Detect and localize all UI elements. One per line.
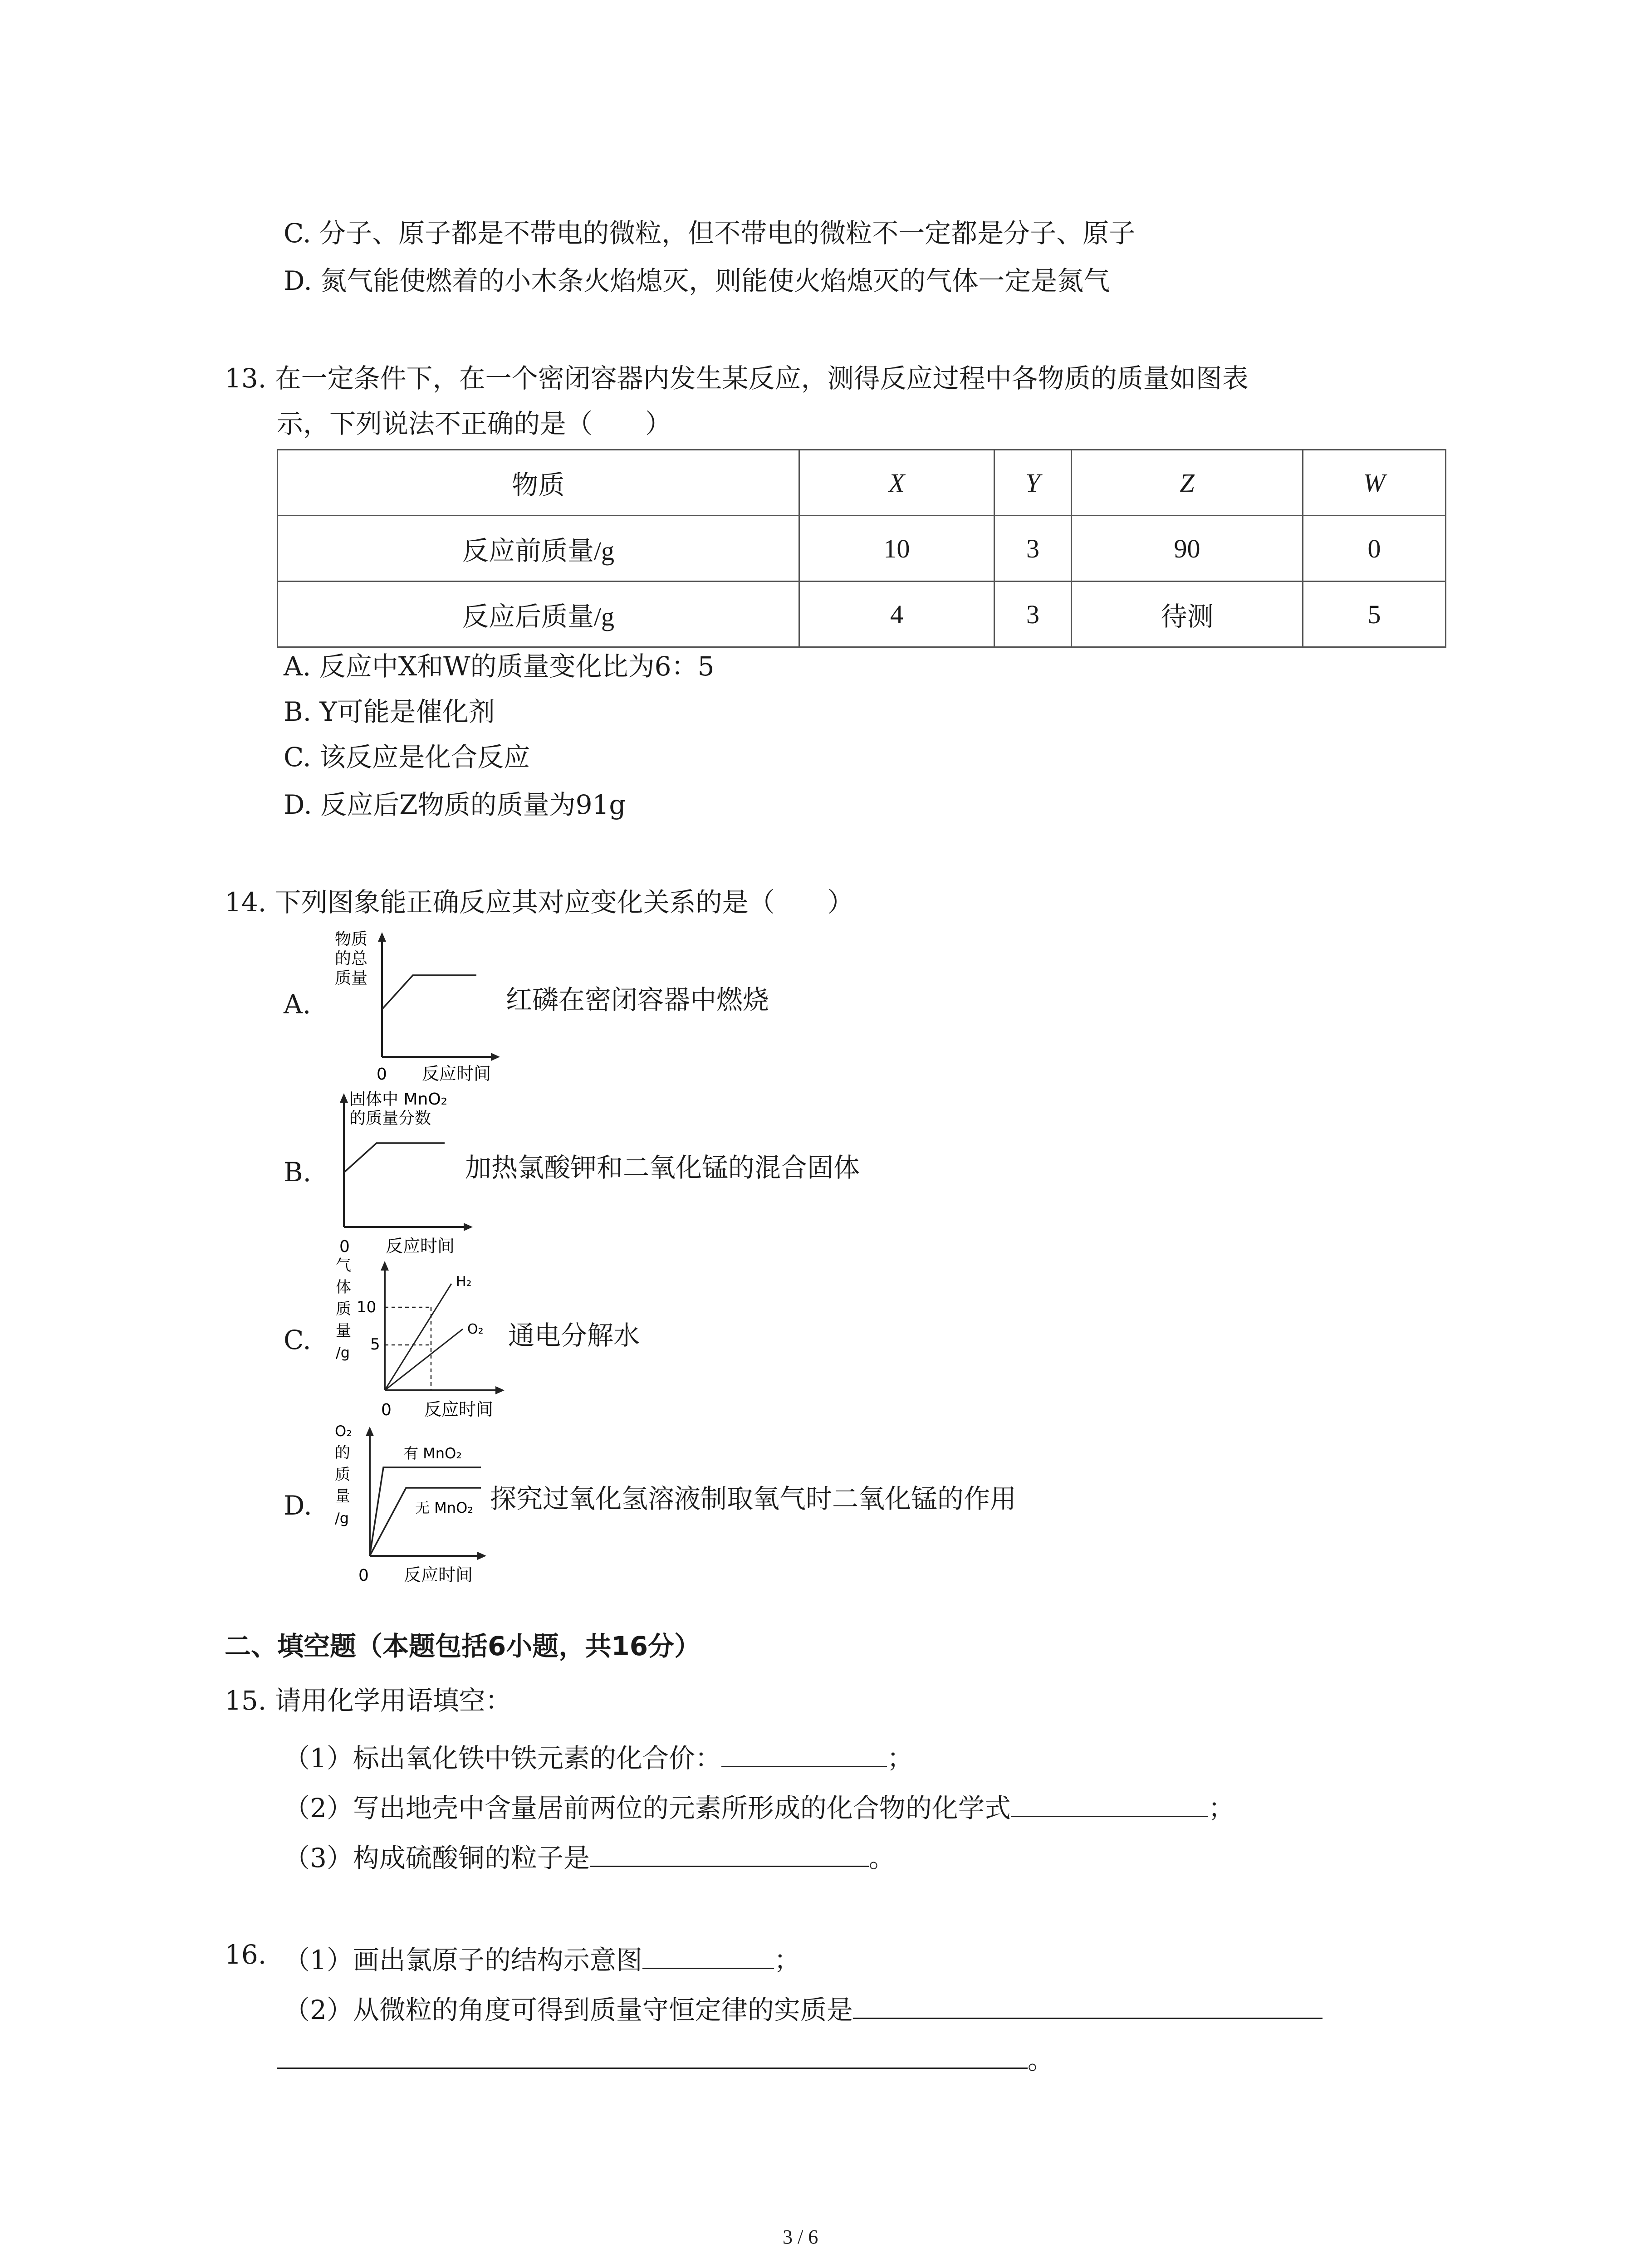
y-axis-arrow-icon [366,1427,374,1436]
graph-c-h2-label: H₂ [456,1274,472,1290]
x-axis-arrow-icon [491,1053,500,1061]
q14-option-b-desc: 加热氯酸钾和二氧化锰的混合固体 [465,1152,860,1183]
answer-blank[interactable] [590,1839,869,1867]
q16-part-1-text: （1）画出氯原子的结构示意图 [284,1945,642,1975]
table-row [278,582,1446,647]
graph-d-ylabel: 量 [335,1487,350,1505]
q13-stem-line1: 13. 在一定条件下，在一个密闭容器内发生某反应，测得反应过程中各物质的质量如图表 [225,363,1249,394]
graph-c-o2-line [385,1329,463,1390]
graph-c-ylabel: 气 [336,1256,351,1275]
q15-part-1 [284,1740,913,1774]
x-axis-arrow-icon [477,1552,486,1560]
graph-d-xlabel: 反应时间 [404,1565,473,1585]
table-cell: 5 [1303,582,1446,647]
q14-option-b-letter: B. [284,1157,312,1188]
q15-stem: 15. 请用化学用语填空： [225,1685,512,1716]
answer-blank[interactable] [721,1740,887,1767]
graph-a-origin: 0 [377,1065,387,1084]
table-cell: 反应前质量/g [278,516,799,582]
q15-part-2-end: ； [1208,1793,1234,1823]
graph-c-o2-label: O₂ [467,1321,484,1337]
graph-a-curve [382,975,476,1009]
table-header-cell: 物质 [278,450,799,516]
q14-option-c-desc: 通电分解水 [508,1320,640,1351]
q15-part-3-end: 。 [868,1843,895,1873]
q14-stem: 14. 下列图象能正确反应其对应变化关系的是（ ） [225,887,854,918]
q13-option-c: C. 该反应是化合反应 [284,742,530,772]
table-cell: 10 [799,516,994,582]
table-header-cell: W [1303,450,1446,516]
graph-c-ylabel: 体 [336,1278,351,1296]
q15-part-1-end: ； [887,1743,913,1774]
table-header-cell: Y [994,450,1072,516]
graph-b-origin: 0 [339,1237,350,1256]
graph-d-ylabel: 质 [335,1466,350,1484]
graph-b-ylabel-1: 固体中 MnO₂ [349,1090,448,1109]
graph-c-ylabel: 质 [336,1300,351,1318]
q13-option-a: A. 反应中X和W的质量变化比为6：5 [284,651,715,682]
table-row [278,516,1446,582]
q16-part-2-text: （2）从微粒的角度可得到质量守恒定律的实质是 [284,1994,853,2025]
section-2-heading: 二、填空题（本题包括6小题，共16分） [225,1631,701,1662]
q14-graph-d [331,1420,499,1592]
y-axis-arrow-icon [378,932,386,942]
graph-a-ylabel-2: 的总 [335,949,368,968]
q14-option-d-desc: 探究过氧化氢溶液制取氧气时二氧化锰的作用 [490,1483,1017,1514]
table-cell: 反应后质量/g [278,582,799,647]
q15-part-2-text: （2）写出地壳中含量居前两位的元素所形成的化合物的化学式 [284,1793,1011,1823]
graph-a-ylabel-1: 物质 [335,930,368,948]
graph-c-ylabel: /g [336,1344,350,1361]
q13-option-d: D. 反应后Z物质的质量为91g [284,789,626,820]
q15-part-3-text: （3）构成硫酸铜的粒子是 [284,1843,590,1873]
q13-mass-table [277,449,1446,648]
graph-c-h2-line [385,1284,451,1390]
graph-c-ylabel: 量 [336,1322,351,1340]
q16-number: 16. [225,1939,267,1970]
q16-part-2-end: 。 [1028,2044,1054,2075]
answer-blank[interactable] [853,1991,1323,2019]
graph-d-ylabel: /g [335,1510,349,1527]
q12-option-c: C. 分子、原子都是不带电的微粒，但不带电的微粒不一定都是分子、原子 [284,218,1136,249]
q14-graph-c [331,1254,513,1427]
q16-part-1 [284,1941,800,1973]
graph-b-xlabel: 反应时间 [386,1236,455,1256]
graph-b-curve [344,1143,445,1173]
graph-d-without-label: 无 MnO₂ [415,1499,474,1516]
q14-option-c-letter: C. [284,1325,311,1355]
answer-blank[interactable] [277,2041,1028,2069]
answer-blank[interactable] [1011,1789,1208,1817]
q15-part-1-text: （1）标出氧化铁中铁元素的化合价： [284,1743,721,1774]
x-axis-arrow-icon [464,1223,473,1231]
table-cell: 0 [1303,516,1446,582]
q13-stem-line2: 示，下列说法不正确的是（ ） [277,408,672,439]
y-axis-arrow-icon [381,1261,389,1271]
q16-part-2-continued [277,2041,1054,2073]
graph-a-xlabel: 反应时间 [422,1064,491,1084]
graph-c-tick-10: 10 [357,1298,377,1316]
graph-d-origin: 0 [358,1566,369,1585]
q13-option-b: B. Y可能是催化剂 [284,696,495,727]
answer-blank[interactable] [642,1941,774,1969]
graph-d-with-label: 有 MnO₂ [404,1445,462,1462]
page-number: 3 / 6 [783,2226,818,2248]
q14-option-a-letter: A. [284,989,311,1020]
table-header-cell: X [799,450,994,516]
q16-part-2 [284,1991,1323,2023]
q14-option-a-desc: 红磷在密闭容器中燃烧 [506,984,769,1015]
table-cell: 4 [799,582,994,647]
q15-part-3 [284,1839,895,1871]
graph-c-tick-5: 5 [370,1335,380,1354]
graph-d-ylabel: O₂ [335,1422,353,1440]
table-cell: 3 [994,582,1072,647]
q16-part-1-end: ； [774,1945,800,1975]
graph-c-origin: 0 [381,1401,392,1419]
graph-d-without-catalyst-curve [370,1488,481,1556]
table-cell: 3 [994,516,1072,582]
graph-c-xlabel: 反应时间 [424,1399,494,1419]
graph-d-ylabel: 的 [335,1444,350,1462]
q14-graph-a [331,925,504,1089]
q15-part-2 [284,1789,1234,1821]
table-cell: 待测 [1072,582,1303,647]
x-axis-arrow-icon [495,1386,505,1394]
table-header-cell: Z [1072,450,1303,516]
q12-option-d: D. 氮气能使燃着的小木条火焰熄灭，则能使火焰熄灭的气体一定是氮气 [284,265,1110,296]
graph-a-ylabel-3: 质量 [335,969,368,987]
table-header-row [278,450,1446,516]
y-axis-arrow-icon [340,1093,348,1103]
table-cell: 90 [1072,516,1303,582]
q14-option-d-letter: D. [284,1490,312,1521]
graph-b-ylabel-2: 的质量分数 [349,1109,431,1128]
q14-graph-b [331,1086,481,1259]
